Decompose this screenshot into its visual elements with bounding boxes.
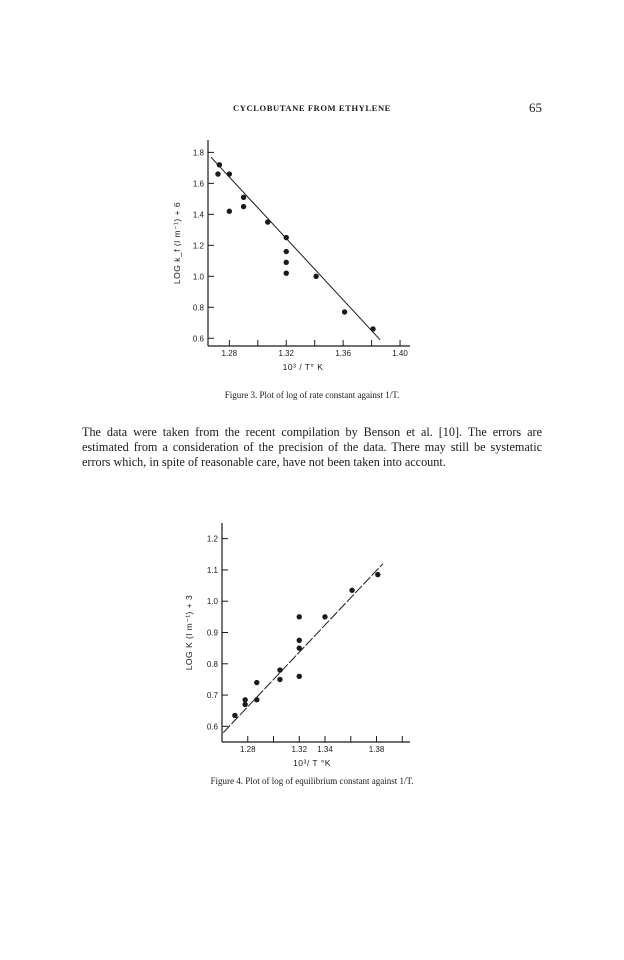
data-point: [242, 697, 247, 702]
data-point: [375, 572, 380, 577]
data-point: [254, 680, 259, 685]
fit-line: [223, 564, 383, 733]
y-tick-label: 0.7: [206, 691, 218, 701]
x-axis-label: 10³/ T °K: [293, 758, 331, 768]
data-point: [322, 614, 327, 619]
y-tick-label: 0.9: [206, 628, 218, 638]
x-tick-label: 1.34: [317, 745, 333, 754]
x-tick-label: 1.40: [392, 349, 408, 358]
data-point: [242, 702, 247, 707]
y-axis-label: LOG k_f (l m⁻¹) + 6: [172, 201, 182, 285]
data-point: [349, 588, 354, 593]
y-axis-label: LOG K (l m⁻¹) + 3: [184, 594, 194, 671]
body-paragraph: The data were taken from the recent compilation by Benson et al. [10]. The errors are estimated from a consideration of the precision of the data. There may still be systematic errors which, in spite of reasonable care, have not been taken into account.: [82, 425, 542, 469]
x-axis-label: 10³ / T° K: [282, 362, 324, 372]
x-tick-label: 1.36: [335, 349, 351, 358]
data-point: [297, 674, 302, 679]
x-tick-label: 1.32: [278, 349, 295, 358]
data-point: [277, 677, 282, 682]
y-tick-label: 1.4: [192, 210, 204, 220]
y-tick-label: 1.8: [192, 148, 204, 158]
y-tick-label: 0.8: [206, 659, 218, 669]
y-tick-label: 0.6: [206, 722, 218, 732]
x-tick-label: 1.28: [239, 745, 256, 754]
data-point: [297, 645, 302, 650]
x-tick-label: 1.38: [368, 745, 385, 754]
y-tick-label: 1.6: [192, 179, 204, 189]
data-point: [277, 667, 282, 672]
y-tick-label: 0.8: [192, 303, 204, 313]
y-tick-label: 1.0: [192, 272, 204, 282]
figure-4-caption: Figure 4. Plot of log of equilibrium constant against 1/T.: [210, 776, 414, 786]
data-point: [232, 713, 237, 718]
data-point: [254, 697, 259, 702]
page-number: 65: [529, 100, 542, 115]
x-tick-label: 1.28: [221, 349, 238, 358]
y-tick-label: 1.0: [206, 597, 218, 607]
figure-3-caption: Figure 3. Plot of log of rate constant against 1/T.: [224, 390, 400, 400]
y-tick-label: 0.6: [192, 334, 204, 344]
running-title: CYCLOBUTANE FROM ETHYLENE: [233, 103, 391, 113]
data-point: [297, 638, 302, 643]
y-tick-label: 1.1: [206, 565, 218, 575]
data-point: [297, 614, 302, 619]
y-tick-label: 1.2: [192, 241, 204, 251]
y-tick-label: 1.2: [206, 534, 218, 544]
x-tick-label: 1.32: [291, 745, 308, 754]
